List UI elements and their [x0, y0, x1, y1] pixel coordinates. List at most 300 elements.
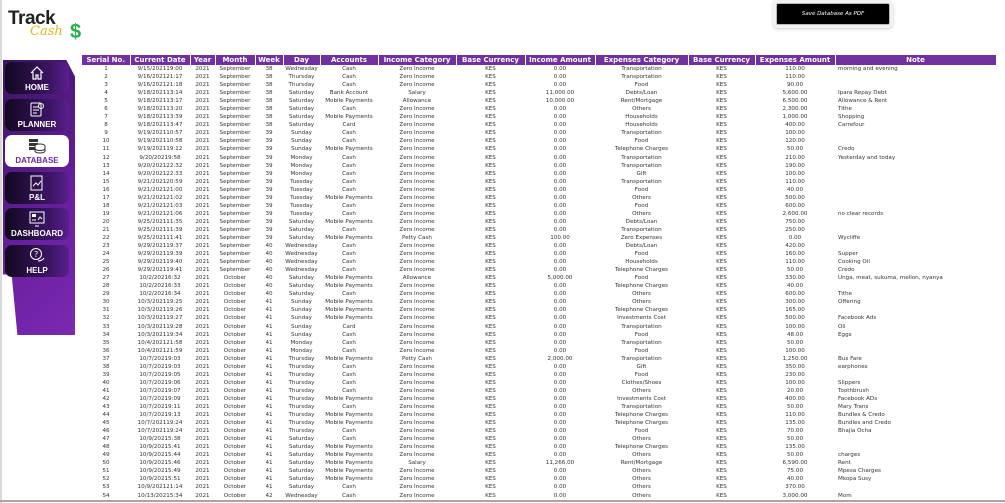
expenses-amount-cell[interactable]: 48.00 — [786, 331, 803, 338]
year-cell[interactable]: 2021 — [195, 468, 210, 475]
day-cell[interactable]: Saturday — [288, 122, 315, 129]
base-currency-cell[interactable]: KES — [716, 82, 727, 89]
note-cell[interactable] — [835, 282, 996, 290]
expenses-category-cell[interactable]: Food — [634, 275, 649, 282]
account-cell[interactable]: Cash — [342, 379, 356, 386]
expenses-category-cell[interactable]: Telephone Charges — [614, 412, 669, 419]
column-header[interactable]: Income Amount — [525, 55, 595, 65]
income-category-cell[interactable]: Zero Income — [399, 339, 435, 346]
base-currency-cell[interactable]: KES — [485, 291, 496, 298]
base-currency-cell[interactable]: KES — [716, 347, 727, 354]
week-cell[interactable]: 40 — [265, 267, 273, 274]
income-amount-cell[interactable]: 2,000.00 — [547, 355, 573, 362]
expenses-category-cell[interactable]: Debts/Loan — [625, 243, 658, 250]
serial-no-cell[interactable]: 29 — [102, 291, 110, 298]
account-cell[interactable]: Mobile Payments — [325, 283, 373, 290]
current-date-cell[interactable]: 9/18/202113:39 — [137, 114, 183, 121]
account-cell[interactable]: Mobile Payments — [325, 444, 373, 451]
income-category-cell[interactable]: Zero Income — [399, 226, 435, 233]
day-cell[interactable]: Wednesday — [285, 259, 318, 266]
expenses-category-cell[interactable]: Others — [632, 468, 651, 475]
expenses-category-cell[interactable]: Debts/Loan — [625, 218, 658, 225]
income-category-cell[interactable]: Zero Income — [399, 74, 435, 81]
month-cell[interactable]: October — [223, 363, 247, 370]
expenses-category-cell[interactable]: Food — [634, 186, 649, 193]
current-date-cell[interactable]: 9/20/202122:33 — [137, 170, 183, 177]
base-currency-cell[interactable]: KES — [485, 98, 496, 105]
expenses-category-cell[interactable]: Food — [634, 347, 649, 354]
income-category-cell[interactable]: Zero Income — [399, 130, 435, 137]
income-amount-cell[interactable]: 0.00 — [553, 339, 567, 346]
account-cell[interactable]: Cash — [342, 82, 356, 89]
income-category-cell[interactable]: Zero Income — [399, 436, 435, 443]
expenses-category-cell[interactable]: Gift — [636, 363, 647, 370]
note-cell[interactable]: Allowance & Rent — [838, 98, 888, 105]
year-cell[interactable]: 2021 — [195, 379, 210, 386]
base-currency-cell[interactable]: KES — [485, 323, 496, 330]
serial-no-cell[interactable]: 23 — [102, 243, 110, 250]
income-category-cell[interactable]: Zero Income — [399, 218, 435, 225]
week-cell[interactable]: 38 — [265, 66, 273, 73]
expenses-category-cell[interactable]: Transportation — [621, 162, 662, 169]
month-cell[interactable]: October — [223, 420, 247, 427]
income-category-cell[interactable]: Zero Income — [399, 315, 435, 322]
income-category-cell[interactable]: Zero Income — [399, 420, 435, 427]
expenses-category-cell[interactable]: Gift — [636, 170, 647, 177]
income-amount-cell[interactable]: 0.00 — [553, 379, 567, 386]
base-currency-cell[interactable]: KES — [716, 74, 727, 81]
current-date-cell[interactable]: 10/2/20216:33 — [139, 283, 181, 290]
base-currency-cell[interactable]: KES — [716, 178, 727, 185]
month-cell[interactable]: October — [223, 307, 247, 314]
current-date-cell[interactable]: 10/3/202119:26 — [137, 307, 183, 314]
month-cell[interactable]: October — [223, 387, 247, 394]
income-amount-cell[interactable]: 0.00 — [553, 130, 567, 137]
week-cell[interactable]: 38 — [265, 90, 273, 97]
day-cell[interactable]: Monday — [290, 162, 313, 169]
note-cell[interactable] — [835, 242, 996, 250]
expenses-category-cell[interactable]: Others — [632, 194, 651, 201]
income-category-cell[interactable]: Zero Income — [399, 186, 435, 193]
sidebar-item-planner[interactable] — [5, 99, 69, 131]
current-date-cell[interactable]: 9/25/202111:39 — [137, 226, 183, 233]
current-date-cell[interactable]: 10/3/202119:34 — [137, 331, 183, 338]
day-cell[interactable]: Sunday — [291, 323, 312, 330]
income-amount-cell[interactable]: 0.00 — [553, 82, 567, 89]
income-amount-cell[interactable]: 0.00 — [553, 202, 567, 209]
base-currency-cell[interactable]: KES — [716, 226, 727, 233]
income-category-cell[interactable]: Zero Income — [399, 403, 435, 410]
month-cell[interactable]: October — [223, 476, 247, 483]
week-cell[interactable]: 41 — [265, 436, 273, 443]
year-cell[interactable]: 2021 — [195, 210, 210, 217]
serial-no-cell[interactable]: 30 — [102, 299, 110, 306]
year-cell[interactable]: 2021 — [195, 420, 210, 427]
year-cell[interactable]: 2021 — [195, 178, 210, 185]
account-cell[interactable]: Mobile Payments — [325, 460, 373, 467]
week-cell[interactable]: 39 — [265, 170, 273, 177]
year-cell[interactable]: 2021 — [195, 259, 210, 266]
base-currency-cell[interactable]: KES — [485, 138, 496, 145]
income-amount-cell[interactable]: 0.00 — [553, 291, 567, 298]
year-cell[interactable]: 2021 — [195, 226, 210, 233]
day-cell[interactable]: Wednesday — [285, 243, 318, 250]
current-date-cell[interactable]: 10/2/20216:32 — [139, 275, 181, 282]
week-cell[interactable]: 41 — [265, 339, 273, 346]
month-cell[interactable]: September — [219, 162, 251, 169]
income-amount-cell[interactable]: 0.00 — [553, 170, 567, 177]
income-amount-cell[interactable]: 0.00 — [553, 178, 567, 185]
serial-no-cell[interactable]: 22 — [102, 235, 110, 241]
day-cell[interactable]: Sunday — [291, 130, 312, 137]
income-category-cell[interactable]: Zero Income — [399, 114, 435, 121]
day-cell[interactable]: Saturday — [288, 275, 315, 282]
base-currency-cell[interactable]: KES — [485, 444, 496, 451]
week-cell[interactable]: 38 — [265, 114, 273, 121]
expenses-category-cell[interactable]: Food — [634, 138, 649, 145]
day-cell[interactable]: Saturday — [288, 114, 315, 121]
week-cell[interactable]: 41 — [265, 331, 273, 338]
base-currency-cell[interactable]: KES — [485, 122, 496, 129]
serial-no-cell[interactable]: 51 — [102, 468, 110, 475]
account-cell[interactable]: Card — [342, 323, 356, 330]
expenses-category-cell[interactable]: Telephone Charges — [614, 307, 669, 314]
note-cell[interactable]: Mary Trans — [838, 403, 869, 410]
base-currency-cell[interactable]: KES — [716, 484, 727, 491]
expenses-amount-cell[interactable]: 2,600.00 — [782, 210, 808, 217]
account-cell[interactable]: Cash — [342, 178, 356, 185]
expenses-amount-cell[interactable]: 50.00 — [786, 146, 803, 153]
expenses-amount-cell[interactable]: 600.00 — [785, 291, 805, 298]
base-currency-cell[interactable]: KES — [716, 315, 727, 322]
current-date-cell[interactable]: 9/18/202113:14 — [137, 90, 183, 97]
base-currency-cell[interactable]: KES — [485, 347, 496, 354]
week-cell[interactable]: 41 — [265, 323, 273, 330]
month-cell[interactable]: October — [223, 331, 247, 338]
base-currency-cell[interactable]: KES — [485, 452, 496, 459]
base-currency-cell[interactable]: KES — [485, 194, 496, 201]
serial-no-cell[interactable]: 26 — [102, 267, 110, 274]
expenses-amount-cell[interactable]: 210.00 — [785, 154, 805, 161]
base-currency-cell[interactable]: KES — [716, 98, 727, 105]
expenses-category-cell[interactable]: Clothes/Shoes — [621, 379, 662, 386]
day-cell[interactable]: Wednesday — [285, 492, 318, 499]
income-category-cell[interactable]: Zero Income — [399, 331, 435, 338]
account-cell[interactable]: Cash — [342, 154, 356, 161]
expenses-amount-cell[interactable]: 75.00 — [786, 468, 803, 475]
year-cell[interactable]: 2021 — [195, 235, 210, 241]
serial-no-cell[interactable]: 8 — [104, 122, 108, 129]
account-cell[interactable]: Cash — [342, 66, 356, 73]
current-date-cell[interactable]: 9/16/202121:18 — [137, 82, 183, 89]
expenses-amount-cell[interactable]: 500.00 — [785, 194, 805, 201]
base-currency-cell[interactable]: KES — [485, 315, 496, 322]
day-cell[interactable]: Sunday — [291, 315, 312, 322]
month-cell[interactable]: September — [219, 194, 251, 201]
expenses-category-cell[interactable]: Transportation — [621, 339, 662, 346]
month-cell[interactable]: September — [219, 146, 251, 153]
day-cell[interactable]: Saturday — [288, 436, 315, 443]
month-cell[interactable]: October — [223, 315, 247, 322]
income-amount-cell[interactable]: 0.00 — [553, 267, 567, 274]
week-cell[interactable]: 41 — [265, 444, 273, 451]
year-cell[interactable]: 2021 — [195, 106, 210, 113]
year-cell[interactable]: 2021 — [195, 363, 210, 370]
current-date-cell[interactable]: 9/29/202119:37 — [137, 243, 183, 250]
income-amount-cell[interactable]: 0.00 — [553, 154, 567, 161]
base-currency-cell[interactable]: KES — [485, 146, 496, 153]
account-cell[interactable]: Mobile Payments — [325, 299, 373, 306]
account-cell[interactable]: Card — [342, 122, 356, 129]
serial-no-cell[interactable]: 20 — [102, 218, 110, 225]
income-category-cell[interactable]: Zero Income — [399, 267, 435, 274]
day-cell[interactable]: Thursday — [288, 371, 315, 378]
expenses-amount-cell[interactable]: 90.00 — [786, 82, 803, 89]
year-cell[interactable]: 2021 — [195, 323, 210, 330]
income-amount-cell[interactable]: 0.00 — [553, 74, 567, 81]
current-date-cell[interactable]: 10/3/202119:25 — [137, 299, 183, 306]
account-cell[interactable]: Mobile Payments — [325, 420, 373, 427]
current-date-cell[interactable]: 9/19/202110:58 — [137, 138, 183, 145]
expenses-category-cell[interactable]: Households — [625, 114, 658, 121]
current-date-cell[interactable]: 9/21/202121:06 — [137, 210, 183, 217]
month-cell[interactable]: October — [223, 492, 247, 499]
month-cell[interactable]: October — [223, 403, 247, 410]
base-currency-cell[interactable]: KES — [485, 251, 496, 258]
expenses-amount-cell[interactable]: 40.00 — [786, 283, 803, 290]
account-cell[interactable]: Cash — [342, 210, 356, 217]
month-cell[interactable]: October — [223, 299, 247, 306]
serial-no-cell[interactable]: 9 — [104, 130, 108, 137]
day-cell[interactable]: Tuesday — [290, 194, 313, 201]
base-currency-cell[interactable]: KES — [716, 194, 727, 201]
base-currency-cell[interactable]: KES — [485, 387, 496, 394]
account-cell[interactable]: Mobile Payments — [325, 468, 373, 475]
account-cell[interactable]: Mobile Payments — [325, 275, 373, 282]
base-currency-cell[interactable]: KES — [716, 162, 727, 169]
expenses-category-cell[interactable]: Debts/Loan — [625, 90, 658, 97]
note-cell[interactable] — [835, 443, 996, 451]
account-cell[interactable]: Bank Account — [329, 90, 369, 97]
serial-no-cell[interactable]: 21 — [102, 226, 110, 233]
base-currency-cell[interactable]: KES — [716, 66, 727, 73]
income-category-cell[interactable]: Zero Income — [399, 178, 435, 185]
base-currency-cell[interactable]: KES — [716, 452, 727, 459]
column-header[interactable]: Serial No. — [82, 55, 130, 65]
note-cell[interactable] — [835, 435, 996, 443]
base-currency-cell[interactable]: KES — [716, 428, 727, 435]
income-amount-cell[interactable]: 11,000.00 — [545, 90, 575, 97]
month-cell[interactable]: September — [219, 82, 251, 89]
expenses-category-cell[interactable]: Transportation — [621, 226, 662, 233]
note-cell[interactable]: Mpesa Charges — [838, 468, 881, 475]
expenses-amount-cell[interactable]: 1,000.00 — [782, 114, 808, 121]
base-currency-cell[interactable]: KES — [716, 291, 727, 298]
base-currency-cell[interactable]: KES — [716, 130, 727, 137]
income-amount-cell[interactable]: 10,000.00 — [545, 98, 575, 105]
current-date-cell[interactable]: 10/7/20219:07 — [139, 387, 181, 394]
income-category-cell[interactable]: Zero Income — [399, 82, 435, 89]
week-cell[interactable]: 41 — [265, 307, 273, 314]
week-cell[interactable]: 41 — [265, 363, 273, 370]
expenses-amount-cell[interactable]: 110.00 — [785, 66, 805, 73]
income-amount-cell[interactable]: 0.00 — [553, 122, 567, 129]
month-cell[interactable]: October — [223, 339, 247, 346]
base-currency-cell[interactable]: KES — [485, 339, 496, 346]
base-currency-cell[interactable]: KES — [716, 395, 727, 402]
account-cell[interactable]: Mobile Payments — [325, 476, 373, 483]
note-cell[interactable]: morning and evening — [838, 66, 898, 73]
week-cell[interactable]: 41 — [265, 371, 273, 378]
base-currency-cell[interactable]: KES — [485, 106, 496, 113]
year-cell[interactable]: 2021 — [195, 138, 210, 145]
income-amount-cell[interactable]: 0.00 — [553, 452, 567, 459]
income-amount-cell[interactable]: 0.00 — [553, 387, 567, 394]
note-cell[interactable] — [835, 186, 996, 194]
serial-no-cell[interactable]: 13 — [102, 162, 110, 169]
current-date-cell[interactable]: 10/3/202119:28 — [137, 323, 183, 330]
current-date-cell[interactable]: 9/29/202119:40 — [137, 259, 183, 266]
day-cell[interactable]: Sunday — [291, 299, 312, 306]
income-amount-cell[interactable]: 0.00 — [553, 210, 567, 217]
income-amount-cell[interactable]: 0.00 — [553, 444, 567, 451]
account-cell[interactable]: Cash — [342, 106, 356, 113]
day-cell[interactable]: Sunday — [291, 331, 312, 338]
base-currency-cell[interactable]: KES — [716, 218, 727, 225]
income-amount-cell[interactable]: 0.00 — [553, 363, 567, 370]
income-category-cell[interactable]: Salary — [408, 90, 426, 97]
serial-no-cell[interactable]: 1 — [104, 66, 108, 73]
base-currency-cell[interactable]: KES — [716, 468, 727, 475]
serial-no-cell[interactable]: 39 — [102, 371, 110, 378]
month-cell[interactable]: October — [223, 444, 247, 451]
year-cell[interactable]: 2021 — [195, 452, 210, 459]
note-cell[interactable]: Wycliffe — [838, 235, 861, 241]
expenses-amount-cell[interactable]: 20.00 — [786, 387, 803, 394]
expenses-category-cell[interactable]: Transportation — [621, 66, 662, 73]
income-amount-cell[interactable]: 0.00 — [553, 194, 567, 201]
current-date-cell[interactable]: 9/25/202111:41 — [137, 235, 183, 241]
note-cell[interactable]: Bus Fare — [838, 355, 862, 362]
base-currency-cell[interactable]: KES — [716, 122, 727, 129]
week-cell[interactable]: 39 — [265, 154, 273, 161]
income-amount-cell[interactable]: 0.00 — [553, 106, 567, 113]
year-cell[interactable]: 2021 — [195, 339, 210, 346]
day-cell[interactable]: Saturday — [288, 106, 315, 113]
day-cell[interactable]: Thursday — [288, 412, 315, 419]
account-cell[interactable]: Cash — [342, 291, 356, 298]
year-cell[interactable]: 2021 — [195, 218, 210, 225]
account-cell[interactable]: Cash — [342, 387, 356, 394]
income-category-cell[interactable]: Zero Income — [399, 468, 435, 475]
current-date-cell[interactable]: 10/9/202121:14 — [137, 484, 183, 491]
week-cell[interactable]: 39 — [265, 210, 273, 217]
income-category-cell[interactable]: Zero Income — [399, 146, 435, 153]
base-currency-cell[interactable]: KES — [485, 243, 496, 250]
income-category-cell[interactable]: Zero Income — [399, 66, 435, 73]
note-cell[interactable] — [835, 162, 996, 170]
column-header[interactable]: Note — [835, 55, 996, 65]
current-date-cell[interactable]: 10/7/20219:11 — [139, 403, 181, 410]
day-cell[interactable]: Wednesday — [285, 66, 318, 73]
month-cell[interactable]: October — [223, 452, 247, 459]
week-cell[interactable]: 39 — [265, 162, 273, 169]
current-date-cell[interactable]: 9/21/202121:02 — [137, 194, 183, 201]
month-cell[interactable]: September — [219, 114, 251, 121]
month-cell[interactable]: September — [219, 66, 251, 73]
expenses-amount-cell[interactable]: 160.00 — [785, 251, 805, 258]
serial-no-cell[interactable]: 37 — [102, 355, 110, 362]
day-cell[interactable]: Saturday — [288, 460, 315, 467]
day-cell[interactable]: Thursday — [288, 428, 315, 435]
base-currency-cell[interactable]: KES — [485, 379, 496, 386]
account-cell[interactable]: Mobile Payments — [325, 114, 373, 121]
day-cell[interactable]: Sunday — [291, 146, 312, 153]
serial-no-cell[interactable]: 50 — [102, 460, 110, 467]
current-date-cell[interactable]: 10/9/20215:51 — [139, 476, 181, 483]
expenses-category-cell[interactable]: Transportation — [621, 178, 662, 185]
base-currency-cell[interactable]: KES — [716, 235, 727, 241]
income-category-cell[interactable]: Zero Income — [399, 476, 435, 483]
account-cell[interactable]: Mobile Payments — [325, 235, 373, 241]
week-cell[interactable]: 39 — [265, 235, 273, 241]
note-cell[interactable]: Rent — [838, 460, 851, 467]
day-cell[interactable]: Sunday — [291, 307, 312, 314]
current-date-cell[interactable]: 9/21/202121:00 — [137, 186, 183, 193]
current-date-cell[interactable]: 9/15/202119:00 — [137, 66, 183, 73]
expenses-amount-cell[interactable]: 6,590.00 — [782, 460, 808, 467]
week-cell[interactable]: 39 — [265, 218, 273, 225]
expenses-amount-cell[interactable]: 0.00 — [788, 235, 802, 241]
expenses-category-cell[interactable]: Food — [634, 428, 649, 435]
day-cell[interactable]: Saturday — [288, 283, 315, 290]
week-cell[interactable]: 40 — [265, 283, 273, 290]
base-currency-cell[interactable]: KES — [716, 90, 727, 97]
year-cell[interactable]: 2021 — [195, 355, 210, 362]
income-category-cell[interactable]: Zero Income — [399, 210, 435, 217]
day-cell[interactable]: Saturday — [288, 291, 315, 298]
expenses-amount-cell[interactable]: 135.00 — [785, 420, 805, 427]
note-cell[interactable]: Slippers — [838, 379, 861, 386]
base-currency-cell[interactable]: KES — [716, 387, 727, 394]
base-currency-cell[interactable]: KES — [485, 331, 496, 338]
serial-no-cell[interactable]: 11 — [102, 146, 110, 153]
column-header[interactable]: Expenses Amount — [755, 55, 835, 65]
account-cell[interactable]: Cash — [342, 331, 356, 338]
year-cell[interactable]: 2021 — [195, 291, 210, 298]
note-cell[interactable] — [835, 339, 996, 347]
note-cell[interactable]: charges — [838, 452, 861, 459]
expenses-category-cell[interactable]: Others — [632, 476, 651, 483]
day-cell[interactable]: Monday — [290, 347, 313, 354]
day-cell[interactable]: Thursday — [288, 420, 315, 427]
expenses-category-cell[interactable]: Households — [625, 122, 658, 129]
month-cell[interactable]: October — [223, 379, 247, 386]
week-cell[interactable]: 40 — [265, 275, 273, 282]
note-cell[interactable] — [835, 371, 996, 379]
serial-no-cell[interactable]: 33 — [102, 323, 110, 330]
month-cell[interactable]: October — [223, 436, 247, 443]
base-currency-cell[interactable]: KES — [716, 243, 727, 250]
base-currency-cell[interactable]: KES — [716, 403, 727, 410]
serial-no-cell[interactable]: 2 — [104, 74, 108, 81]
note-cell[interactable]: Facebook Ads — [838, 315, 877, 322]
year-cell[interactable]: 2021 — [195, 436, 210, 443]
day-cell[interactable]: Thursday — [288, 74, 315, 81]
note-cell[interactable]: Unga, meat, sukuma, mellon, nyanya — [838, 275, 943, 282]
note-cell[interactable] — [835, 306, 996, 314]
base-currency-cell[interactable]: KES — [716, 476, 727, 483]
